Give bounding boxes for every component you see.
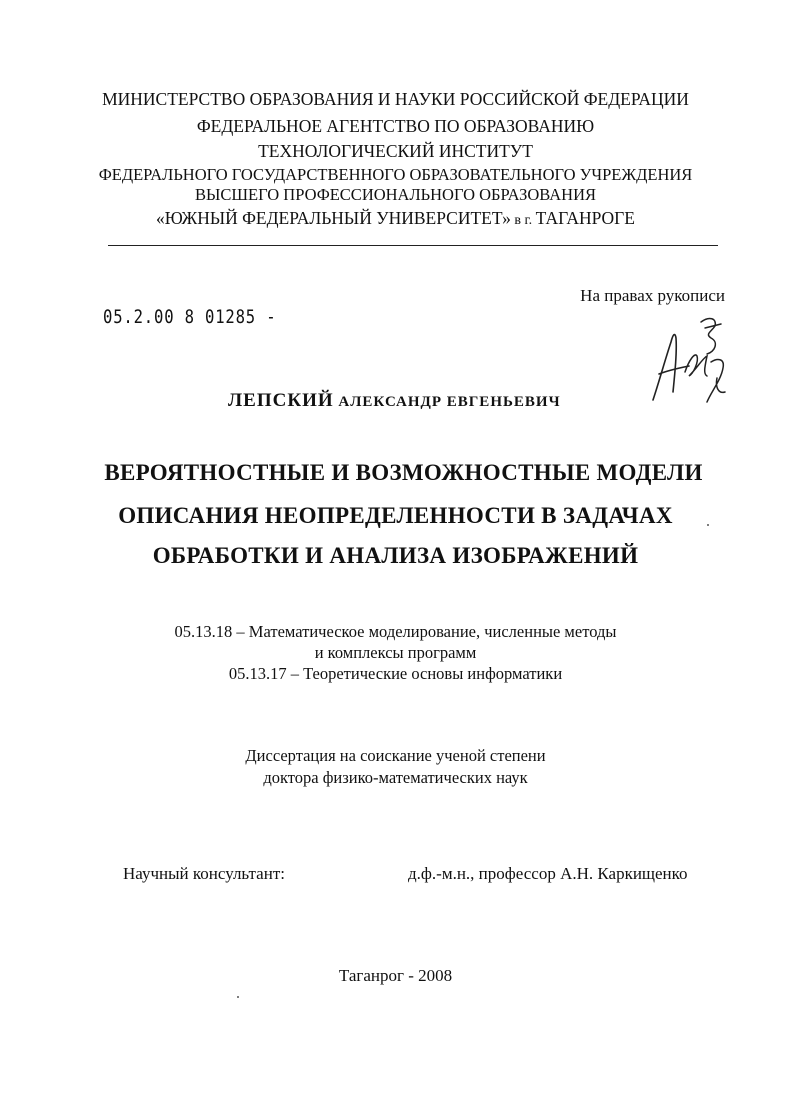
consultant-label: Научный консультант: [123,864,285,883]
author-name [228,390,561,412]
university-in-city: в г. [510,213,536,228]
institute-line: ТЕХНОЛОГИЧЕСКИЙ ИНСТИТУТ [258,141,533,161]
degree-line-1: Диссертация на соискание ученой степени [245,746,546,765]
scan-speck [237,996,239,998]
author-signature [645,312,735,412]
federal-institution-line: ФЕДЕРАЛЬНОГО ГОСУДАРСТВЕННОГО ОБРАЗОВАТЕЛЬНОГО УЧРЕЖДЕНИЯ [98,165,693,184]
higher-education-line: ВЫСШЕГО ПРОФЕССИОНАЛЬНОГО ОБРАЗОВАНИЯ [194,185,597,204]
university-name: «ЮЖНЫЙ ФЕДЕРАЛЬНЫЙ УНИВЕРСИТЕТ» [156,208,511,228]
university-line [0,207,791,232]
rights-note: На правах рукописи [580,286,725,305]
title-line-2: ОПИСАНИЯ НЕОПРЕДЕЛЕННОСТИ В ЗАДАЧАХ [118,503,673,528]
agency-line: ФЕДЕРАЛЬНОЕ АГЕНТСТВО ПО ОБРАЗОВАНИЮ [196,116,595,136]
specialty-1: 05.13.18 – Математическое моделирование, численные методы [174,622,617,641]
header-divider [108,245,718,246]
consultant-name: д.ф.-м.н., профессор А.Н. Каркищенко [408,864,688,883]
ministry-line: МИНИСТЕРСТВО ОБРАЗОВАНИЯ И НАУКИ РОССИЙСКОЙ ФЕДЕРАЦИИ [102,89,689,109]
specialty-1-continued: и комплексы программ [314,643,477,662]
title-line-1: ВЕРОЯТНОСТНЫЕ И ВОЗМОЖНОСТНЫЕ МОДЕЛИ [104,460,703,485]
author-surname: ЛЕПСКИЙ [228,390,334,411]
title-line-3: ОБРАБОТКИ И АНАЛИЗА ИЗОБРАЖЕНИЙ [152,543,639,568]
place-and-year: Таганрог - 2008 [338,966,453,985]
library-stamp-number: 05.2.00 8 01285 - [103,306,277,328]
scan-speck [707,524,709,526]
university-city: ТАГАНРОГЕ [535,208,635,228]
specialty-2: 05.13.17 – Теоретические основы информатики [228,664,563,683]
degree-line-2: доктора физико-математических наук [263,768,528,787]
author-given-names: АЛЕКСАНДР ЕВГЕНЬЕВИЧ [333,394,561,410]
